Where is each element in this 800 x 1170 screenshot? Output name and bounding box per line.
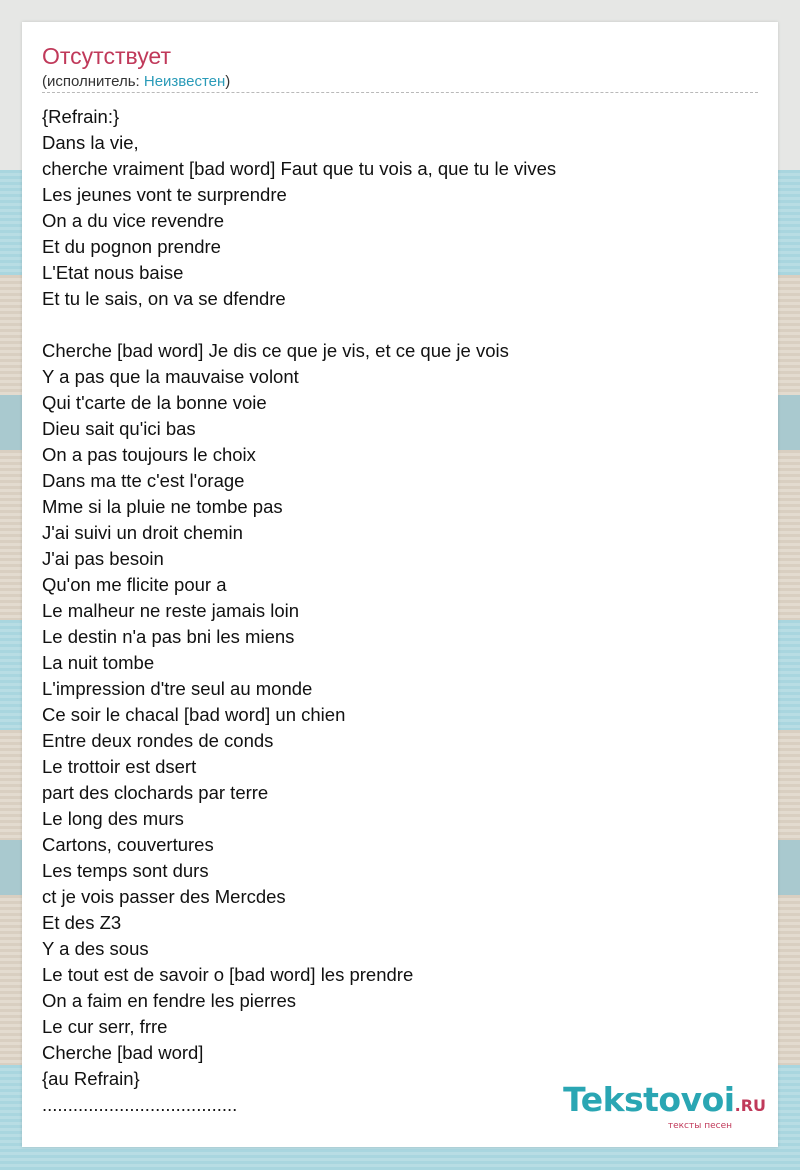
lyric-line: Et des Z3: [42, 912, 122, 933]
lyrics-text: [42, 104, 758, 1118]
logo-wordmark: [563, 1080, 766, 1123]
artist-prefix: (исполнитель:: [42, 73, 144, 90]
lyric-line: ct je vois passer des Mercdes: [42, 886, 286, 907]
lyric-line: On a pas toujours le choix: [42, 444, 256, 465]
lyric-ellipsis-line: ......................................: [42, 1094, 238, 1115]
lyric-line: L'impression d'tre seul au monde: [42, 678, 313, 699]
song-title: Отсутствует: [42, 43, 171, 69]
artist-link[interactable]: Неизвестен: [143, 73, 226, 90]
logo-name: Tekstovoi: [563, 1080, 735, 1119]
lyric-line: part des clochards par terre: [42, 782, 269, 803]
lyric-line: La nuit tombe: [42, 652, 155, 673]
lyric-line: J'ai suivi un droit chemin: [42, 522, 243, 543]
lyric-line: Dans ma tte c'est l'orage: [42, 470, 245, 491]
lyric-line: Y a pas que la mauvaise volont: [42, 366, 299, 387]
lyric-line: Et tu le sais, on va se dfendre: [42, 288, 286, 309]
lyric-line: Entre deux rondes de conds: [42, 730, 274, 751]
lyric-line: Cherche [bad word]: [42, 1042, 204, 1063]
lyric-line: Le long des murs: [42, 808, 184, 829]
lyric-line: Les jeunes vont te surprendre: [42, 184, 287, 205]
lyric-line: Dieu sait qu'ici bas: [42, 418, 196, 439]
lyric-line: Le tout est de savoir o [bad word] les prendre: [42, 964, 414, 985]
lyric-line: Y a des sous: [42, 938, 149, 959]
lyric-line: On a du vice revendre: [42, 210, 225, 231]
lyric-line: {Refrain:}: [42, 106, 120, 127]
lyric-line: Le destin n'a pas bni les miens: [42, 626, 295, 647]
artist-suffix: ): [225, 73, 231, 90]
lyric-line: {au Refrain}: [42, 1068, 140, 1089]
lyric-line: Et du pognon prendre: [42, 236, 221, 257]
lyric-line: On a faim en fendre les pierres: [42, 990, 296, 1011]
lyric-line: Le cur serr, frre: [42, 1016, 168, 1037]
logo-tagline: тексты песен: [667, 1121, 732, 1131]
lyric-line: Qui t'carte de la bonne voie: [42, 392, 267, 413]
header-divider: [42, 92, 758, 93]
logo-tld: .RU: [734, 1096, 766, 1115]
tekstovoi-logo[interactable]: [563, 1080, 766, 1131]
lyric-line: L'Etat nous baise: [42, 262, 184, 283]
lyric-line: Cartons, couvertures: [42, 834, 214, 855]
lyric-line: Le malheur ne reste jamais loin: [42, 600, 300, 621]
lyric-line: Le trottoir est dsert: [42, 756, 197, 777]
lyric-line: cherche vraiment [bad word] Faut que tu vois a, que tu le vives: [42, 158, 557, 179]
lyric-line: Cherche [bad word] Je dis ce que je vis, et ce que je vois: [42, 340, 509, 361]
lyric-line: Les temps sont durs: [42, 860, 209, 881]
artist-line: [42, 72, 230, 92]
lyric-blank-line: [42, 312, 758, 338]
lyric-line: J'ai pas besoin: [42, 548, 164, 569]
lyrics-card: [22, 22, 778, 1147]
lyric-line: Ce soir le chacal [bad word] un chien: [42, 704, 346, 725]
lyric-line: Mme si la pluie ne tombe pas: [42, 496, 283, 517]
lyric-line: Dans la vie,: [42, 132, 139, 153]
lyric-line: Qu'on me flicite pour a: [42, 574, 227, 595]
